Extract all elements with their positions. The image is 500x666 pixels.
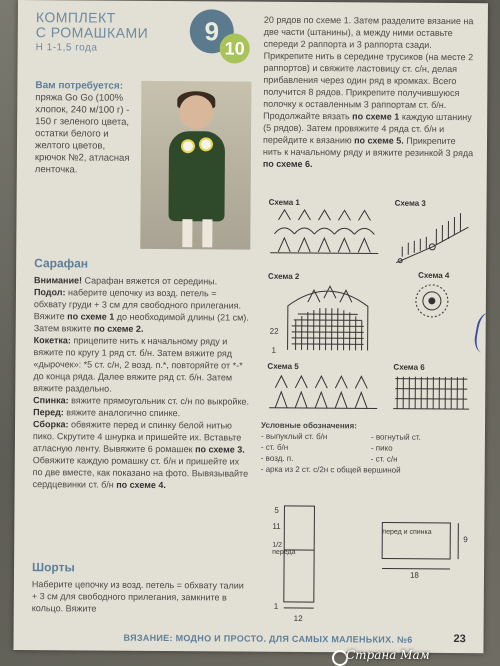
daisy-icon — [181, 139, 195, 153]
scheme5-label: Схема 5 — [267, 361, 299, 371]
dim-half-front: 1/2 переда — [272, 541, 296, 556]
materials-box — [34, 80, 137, 251]
title-age: Н 1-1,5 года — [35, 42, 98, 54]
right-text-end: Прикрепите нить к начальному ряду и вяжите резинкой 3 ряда — [262, 135, 474, 159]
podol-scheme: по схеме 1 — [67, 311, 115, 322]
legend-item: - выпуклый ст. б/н — [260, 431, 328, 442]
scheme2-diagram — [268, 282, 388, 353]
pattern-box-label: перед и спинка — [382, 528, 432, 536]
magazine-page — [13, 0, 488, 653]
koketka-label: Кокетка: — [33, 335, 71, 346]
scheme6-ref: по схеме 6. — [262, 158, 313, 170]
dim-18: 18 — [409, 570, 419, 580]
attention-label: Внимание! — [34, 275, 83, 286]
watermark: Страна Мам — [346, 648, 430, 662]
legend-item: - ст. б/н — [260, 442, 289, 452]
dim-1: 1 — [273, 601, 279, 611]
photo-dress — [168, 131, 225, 221]
sborka-label: Сборка: — [33, 419, 69, 430]
pered-text: вяжите аналогично спинке. — [63, 407, 181, 419]
dim-12: 12 — [293, 613, 303, 624]
scheme6-label: Схема 6 — [393, 362, 425, 372]
koketka-text: прицепите нить к начальному ряду и вяжите по кругу 1 ряд ст. б/н. Затем вяжите ряд «дырочек»: *5 ст. с/н, 2 возд. п.*, повторяйте от *-* до конца ряда. Далее вяжите ряд ст. б/н. Затем вяжите раздельно. — [33, 335, 243, 394]
child-photo — [140, 81, 251, 250]
scheme4-label: Схема 4 — [418, 270, 450, 281]
dim-11: 11 — [272, 521, 281, 531]
materials-heading: Вам потребуется: — [35, 80, 124, 92]
scheme3-diagram — [392, 207, 472, 268]
dim-9: 9 — [463, 535, 468, 545]
sarafan-text — [33, 274, 251, 492]
dim-5: 5 — [274, 505, 279, 515]
podol-label: Подол: — [33, 287, 66, 298]
shorty-heading: Шорты — [31, 560, 75, 575]
legend-item: - пико — [370, 443, 393, 453]
photo-leg — [182, 219, 192, 247]
pattern-diagram — [274, 502, 475, 613]
page-title — [36, 10, 149, 56]
scheme6-diagram — [391, 373, 471, 414]
sarafan-heading: Сарафан — [34, 256, 89, 271]
attention-text: Сарафан вяжется от середины. — [81, 275, 218, 287]
scheme2-label: Схема 2 — [268, 271, 300, 281]
page-number: 23 — [453, 633, 466, 646]
scheme5-ref: по схеме 5. — [354, 135, 404, 146]
row-1-label: 1 — [271, 345, 277, 355]
title-line1: КОМПЛЕКТ — [35, 9, 116, 26]
podol-scheme2: по схеме 2. — [93, 323, 144, 334]
scheme1-label: Схема 1 — [268, 197, 300, 207]
scheme1-diagram — [268, 208, 380, 259]
shorty-text: Наберите цепочку из возд. петель = обхвату талии + 3 см для свободного прилегания, замкните в кольцо. Вяжите — [31, 579, 244, 614]
sborka-scheme: по схеме 3. — [195, 444, 245, 455]
scheme5-diagram — [267, 372, 379, 413]
size-badge-b: 10 — [220, 33, 250, 63]
photo-leg — [202, 219, 212, 247]
sborka-scheme2: по схеме 4. — [116, 479, 166, 491]
legend-item: - возд. п. — [260, 453, 294, 463]
materials-text: пряжа Go Go (100% хлопок, 240 м/100 г) - 150 г зеленого цвета, остатки белого и желтого цветов, крючок №2, атласная ленточка. — [34, 92, 130, 176]
sborka-tail: Обвяжите каждую ромашку ст. б/н и пришейте их по две вместе, как показано на фото. Вывязывайте сердцевинки ст. б/н — [32, 455, 249, 490]
legend — [261, 420, 481, 477]
legend-item: - вогнутый ст. — [370, 432, 421, 442]
legend-item: - арка из 2 ст. с/2н с общей вершиной — [260, 464, 401, 475]
scheme1-ref: по схеме 1 — [352, 111, 400, 122]
photo-head — [179, 95, 213, 129]
size-badge-a: 9 — [190, 9, 234, 53]
scheme4-diagram — [412, 281, 452, 321]
left-column — [23, 0, 256, 652]
spinka-label: Спинка: — [33, 395, 69, 406]
right-text-start: 20 рядов по схеме 1. Затем разделите вязание на две части (штанины), а между ними оставьте спереди 2 раппорта и 3 раппорта сзади. Прикрепите нить в середине трусиков (на месте 2 раппортов) и свяжите ластовицу ст. с/н, делая прибавления через один ряд в кромках. Всего получится 8 рядов. Прикрепите получившуюся полочку к оставленным 3 раппортам ст. б/н. Продолжайте вязать — [263, 14, 474, 122]
page-footer: ВЯЗАНИЕ: МОДНО И ПРОСТО. ДЛЯ САМЫХ МАЛЕНЬКИХ. №6 — [123, 632, 413, 645]
title-line2: С РОМАШКАМИ — [35, 24, 149, 41]
spinka-text: вяжите прямоугольник ст. с/н по выкройке. — [68, 395, 250, 407]
legend-title: Условные обозначения: — [261, 420, 357, 431]
daisy-icon — [199, 137, 213, 151]
right-text — [263, 14, 476, 171]
right-column — [259, 2, 482, 654]
legend-item: - ст. с/н — [370, 454, 398, 464]
podol-text: наберите цепочку из возд. петель = обхвату груди + 3 см для свободного прилегания. Вяжите — [33, 287, 242, 322]
sborka-text: обвяжите перед и спинку белой нитью пико. Скрутите 4 шнурка и пришейте их. Вставьте атласную ленту. Вывяжите 6 ромашек — [32, 419, 242, 455]
pered-label: Перед: — [33, 407, 64, 418]
right-text-mid: каждую штанину (5 рядов). Затем провяжите 4 ряда ст. б/н и перейдите к вязанию — [262, 111, 472, 146]
podol-tail: до необходимой длины (21 см). Затем вяжите — [33, 311, 249, 334]
scheme3-label: Схема 3 — [394, 198, 426, 208]
row-22-label: 22 — [269, 326, 279, 336]
